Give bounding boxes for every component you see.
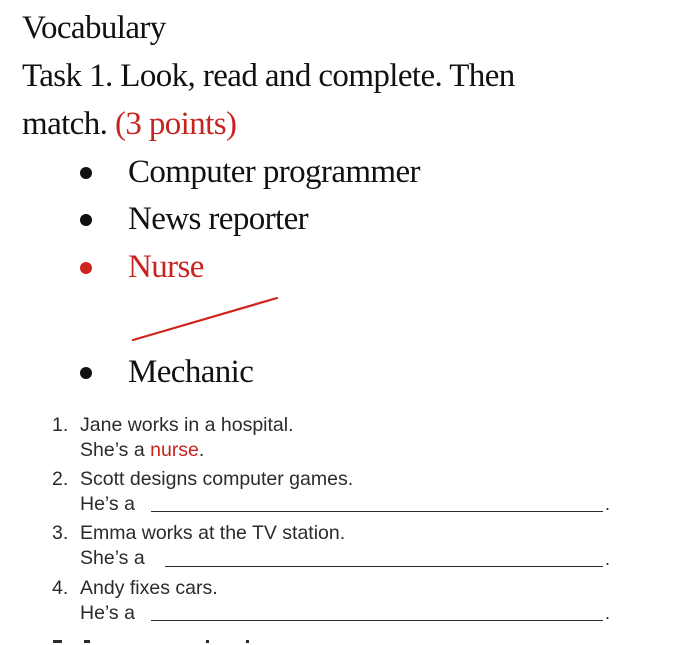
cropped-next-item (40, 632, 340, 645)
answer-end: . (605, 603, 611, 623)
item-sentence: Andy fixes cars. (80, 577, 218, 599)
task-instruction-text: match. (22, 106, 108, 142)
section-heading: Vocabulary (22, 10, 166, 46)
answer-prefix: She’s a (80, 547, 145, 569)
cropped-text-fragment (40, 632, 340, 645)
glyph-fragment (206, 640, 209, 643)
item-number: 4. (52, 577, 69, 599)
match-stroke (133, 298, 277, 340)
glyph-fragment (84, 640, 90, 643)
item-sentence: Jane works in a hospital. (80, 414, 294, 436)
glyph-fragment (246, 640, 249, 643)
item-sentence: Emma works at the TV station. (80, 522, 346, 544)
item-sentence: Scott designs computer games. (80, 468, 354, 490)
answer-end: . (605, 494, 611, 514)
glyph-fragment (53, 640, 62, 643)
answer-blank[interactable] (151, 620, 603, 621)
answer-blank[interactable] (151, 511, 603, 512)
task-instruction-line-1: Task 1. Look, read and complete. Then (22, 58, 515, 94)
item-number: 2. (52, 468, 69, 490)
task-points: (3 points) (114, 106, 237, 142)
word-label: Nurse (128, 249, 204, 285)
word-label: Mechanic (128, 354, 254, 390)
item-number: 1. (52, 414, 69, 436)
answer-end: . (198, 439, 205, 461)
filled-answer: nurse (150, 439, 199, 461)
word-label: Computer programmer (128, 154, 420, 190)
answer-blank[interactable] (165, 566, 603, 567)
answer-prefix: She’s a (80, 439, 145, 461)
answer-line (80, 441, 204, 461)
answer-end: . (605, 549, 611, 569)
item-number: 3. (52, 522, 69, 544)
answer-prefix: He’s a (80, 602, 135, 624)
word-label: News reporter (128, 201, 309, 237)
answer-prefix: He’s a (80, 493, 135, 515)
